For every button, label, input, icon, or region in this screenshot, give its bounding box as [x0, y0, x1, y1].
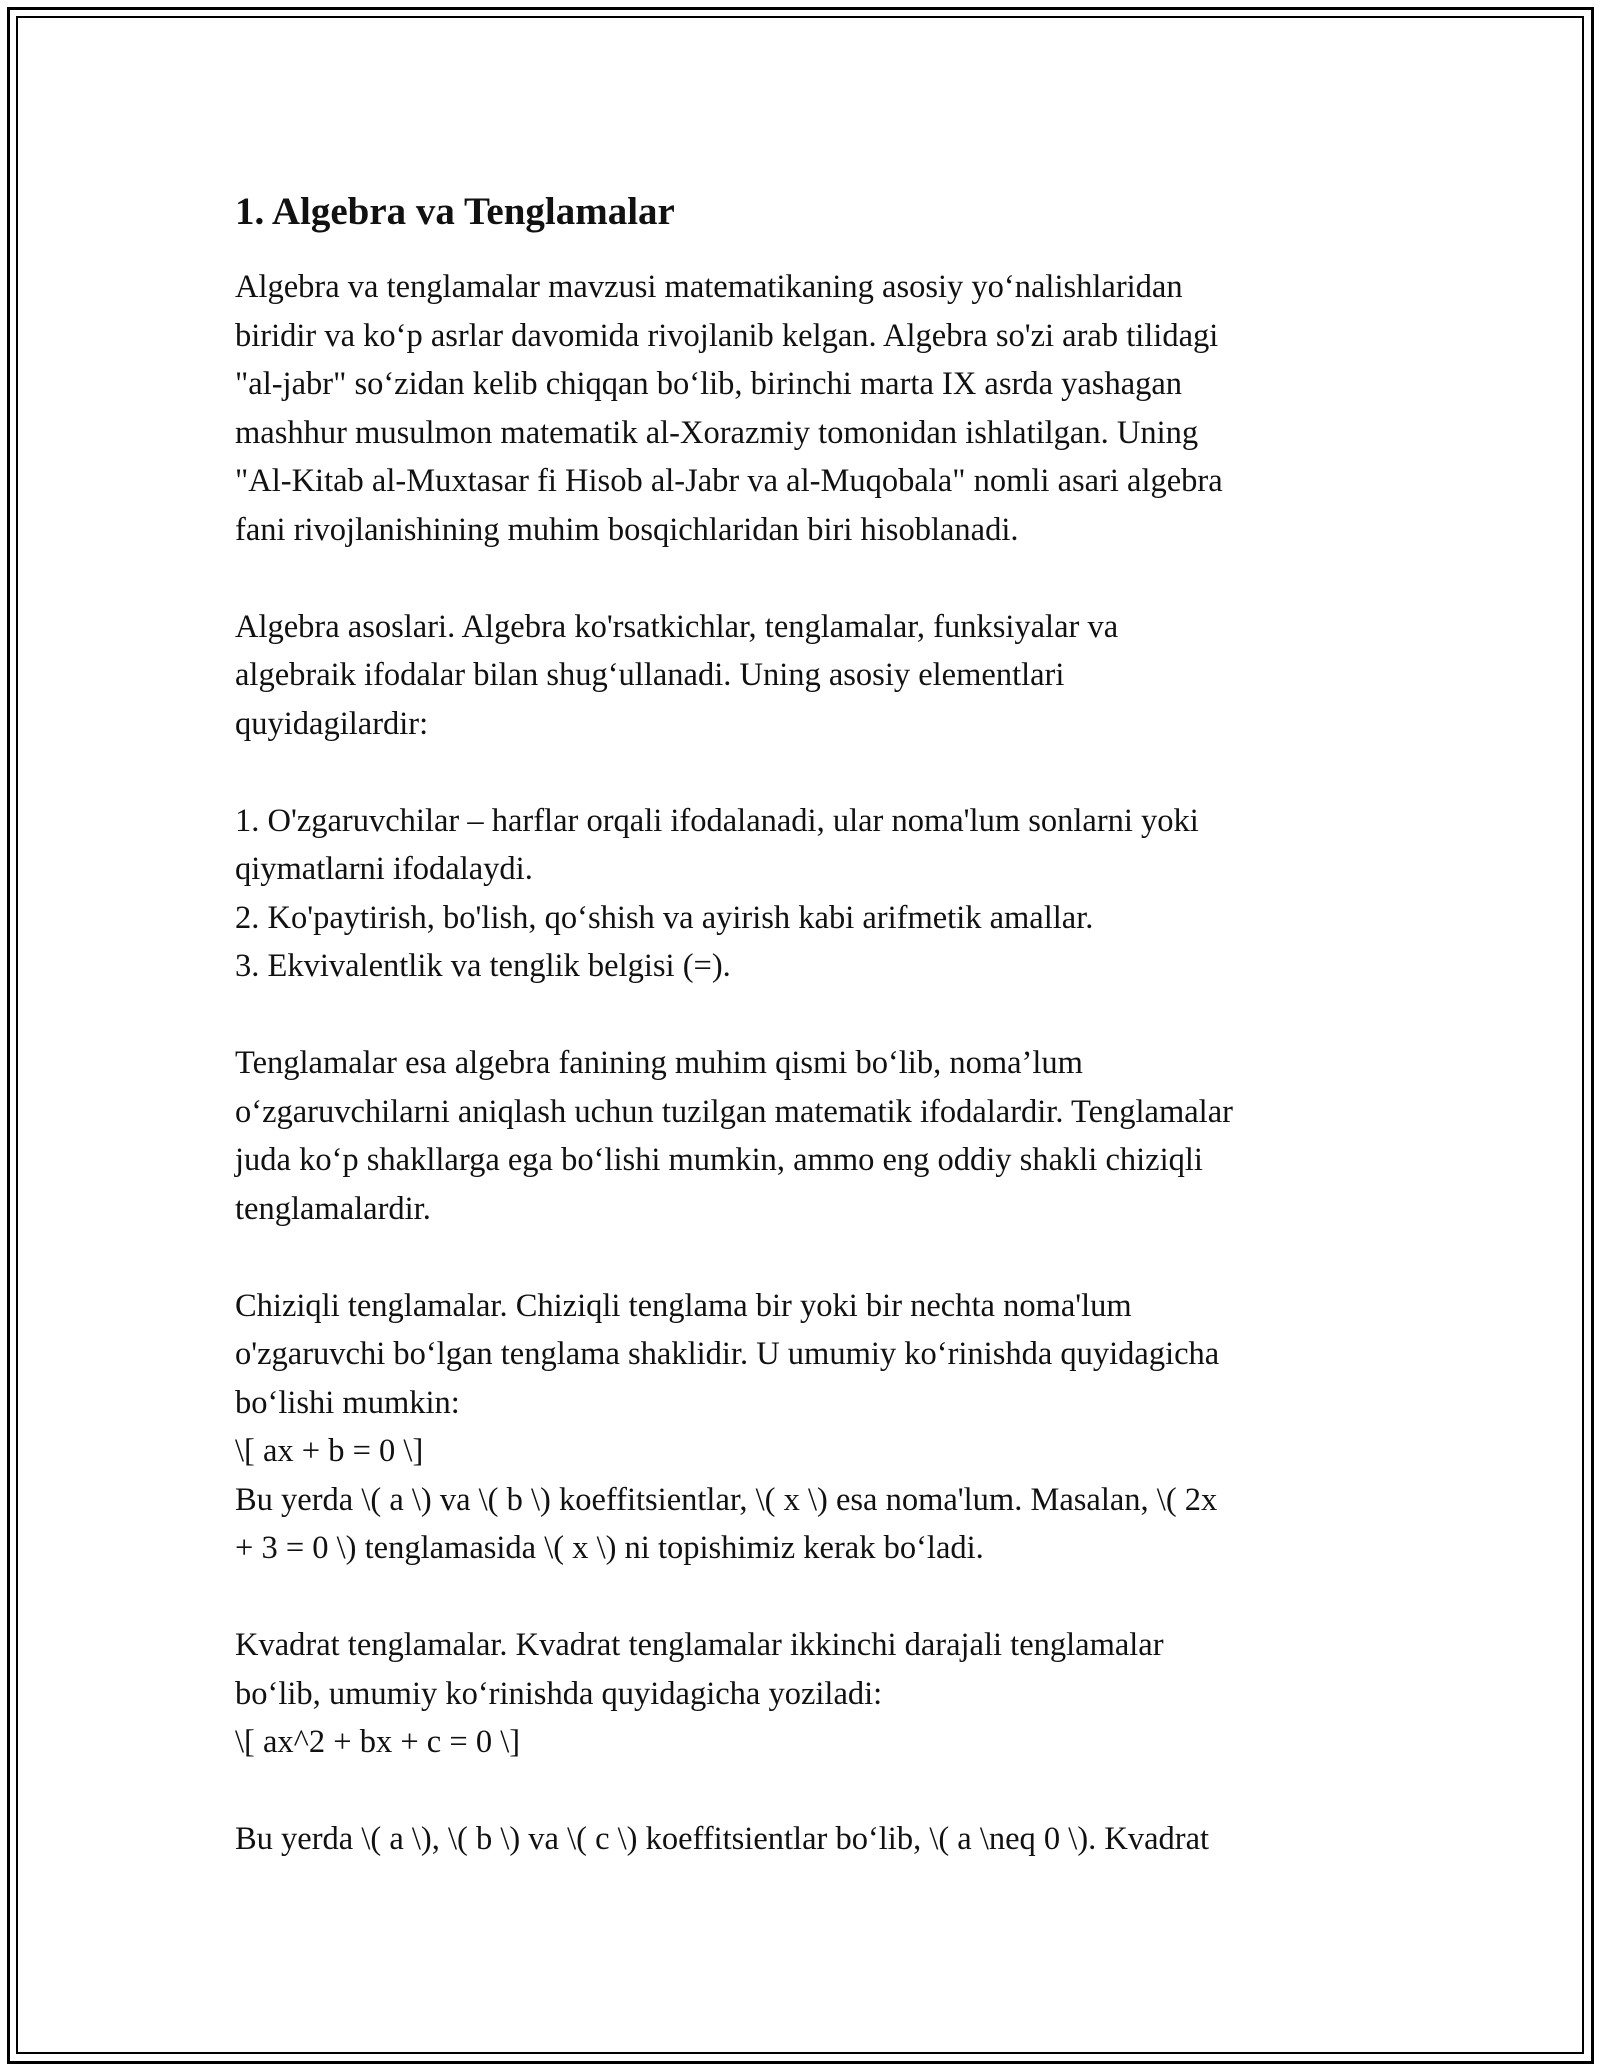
paragraph [235, 1282, 1370, 1573]
document-page [235, 188, 1370, 1864]
text-line: + 3 = 0 \) tenglamasida \( x \) ni topishimiz kerak bo‘ladi. [235, 1530, 984, 1566]
text-line: o‘zgaruvchilarni aniqlash uchun tuzilgan matematik ifodalardir. Tenglamalar [235, 1093, 1233, 1130]
text-line: algebraik ifodalar bilan shug‘ullanadi. Uning asosiy elementlari [235, 657, 1065, 693]
text-line: juda ko‘p shakllarga ega bo‘lishi mumkin, ammo eng oddiy shakli chiziqli [235, 1142, 1203, 1178]
text-line: 2. Ko'paytirish, bo'lish, qo‘shish va ayirish kabi arifmetik amallar. [235, 899, 1094, 936]
text-line: tenglamalardir. [235, 1190, 431, 1227]
section-title: 1. Algebra va Tenglamalar [235, 190, 675, 233]
paragraph [235, 1039, 1370, 1233]
paragraph-gap [235, 991, 1370, 1040]
text-line: Kvadrat tenglamalar. Kvadrat tenglamalar ikkinchi darajali tenglamalar [235, 1627, 1164, 1663]
text-line: \[ ax + b = 0 \] [235, 1433, 424, 1469]
paragraph-gap [235, 1767, 1370, 1816]
paragraph [235, 263, 1370, 554]
paragraph [235, 603, 1370, 749]
paragraph [235, 1815, 1370, 1864]
document-body [235, 263, 1370, 1864]
paragraph [235, 797, 1370, 991]
text-line: bo‘lib, umumiy ko‘rinishda quyidagicha yoziladi: [235, 1675, 883, 1712]
paragraph-gap [235, 748, 1370, 797]
text-line: bo‘lishi mumkin: [235, 1384, 460, 1421]
text-line: 1. O'zgaruvchilar – harflar orqali ifodalanadi, ular noma'lum sonlarni yoki [235, 802, 1199, 839]
text-line: fani rivojlanishining muhim bosqichlaridan biri hisoblanadi. [235, 511, 1019, 548]
text-line: Bu yerda \( a \), \( b \) va \( c \) koeffitsientlar bo‘lib, \( a \neq 0 \). Kvadrat [235, 1821, 1210, 1857]
text-line: "al-jabr" so‘zidan kelib chiqqan bo‘lib, birinchi marta IX asrda yashagan [235, 366, 1183, 402]
text-line: 3. Ekvivalentlik va tenglik belgisi (=). [235, 948, 731, 984]
paragraph-gap [235, 554, 1370, 603]
text-line: Chiziqli tenglamalar. Chiziqli tenglama bir yoki bir nechta noma'lum [235, 1287, 1132, 1324]
text-line: "Al-Kitab al-Muxtasar fi Hisob al-Jabr va al-Muqobala" nomli asari algebra [235, 463, 1223, 499]
text-line: o'zgaruvchi bo‘lgan tenglama shaklidir. U umumiy ko‘rinishda quyidagicha [235, 1336, 1220, 1372]
paragraph [235, 1621, 1370, 1767]
text-line: Algebra asoslari. Algebra ko'rsatkichlar, tenglamalar, funksiyalar va [235, 608, 1119, 645]
text-line: Tenglamalar esa algebra fanining muhim qismi bo‘lib, noma’lum [235, 1045, 1083, 1081]
paragraph-gap [235, 1573, 1370, 1622]
text-line: quyidagilardir: [235, 705, 429, 742]
text-line: biridir va ko‘p asrlar davomida rivojlanib kelgan. Algebra so'zi arab tilidagi [235, 317, 1219, 354]
text-line: Algebra va tenglamalar mavzusi matematikaning asosiy yo‘nalishlaridan [235, 269, 1183, 305]
text-line: qiymatlarni ifodalaydi. [235, 851, 533, 887]
text-line: mashhur musulmon matematik al-Xorazmiy tomonidan ishlatilgan. Uning [235, 414, 1199, 451]
text-line: Bu yerda \( a \) va \( b \) koeffitsientlar, \( x \) esa noma'lum. Masalan, \( 2x [235, 1481, 1218, 1518]
paragraph-gap [235, 1233, 1370, 1282]
text-line: \[ ax^2 + bx + c = 0 \] [235, 1724, 521, 1760]
